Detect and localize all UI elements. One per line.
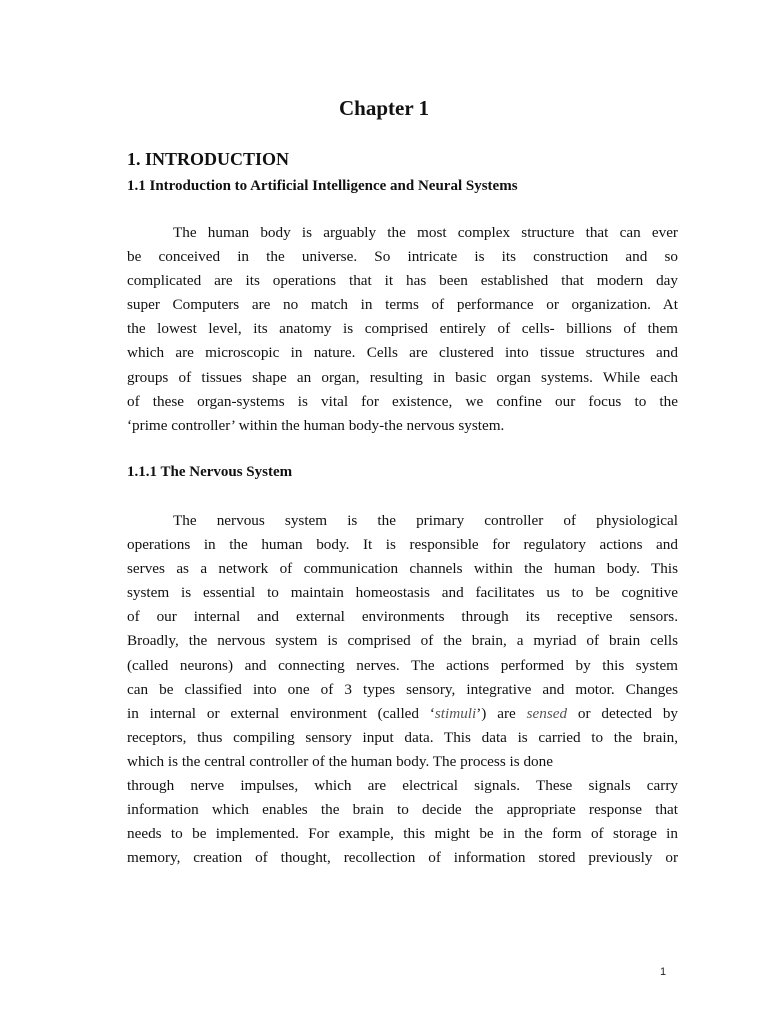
paragraph-nervous-system <box>127 509 678 870</box>
paragraph-line: which is the central controller of the human body. The process is done <box>127 752 553 770</box>
text-segment: or detected by <box>567 704 679 722</box>
paragraph-line: The nervous system is the primary controller of physiological <box>173 512 678 529</box>
paragraph-line: of our internal and external environments through its receptive sensors. <box>127 608 678 626</box>
paragraph-line: memory, creation of thought, recollection of information stored previously or <box>127 849 678 867</box>
text-segment: in internal or external environment (called ‘ <box>127 704 435 722</box>
paragraph-line: complicated are its operations that it has been established that modern day <box>127 272 678 290</box>
paragraph-line: needs to be implemented. For example, this might be in the form of storage in <box>127 825 678 843</box>
stimuli-term: stimuli <box>434 704 477 722</box>
paragraph-line: of these organ-systems is vital for existence, we confine our focus to the <box>127 392 678 410</box>
paragraph-line: The human body is arguably the most complex structure that can ever <box>173 224 678 241</box>
paragraph-line: receptors, thus compiling sensory input data. This data is carried to the brain, <box>127 728 678 746</box>
paragraph-line: through nerve impulses, which are electrical signals. These signals carry <box>127 777 678 795</box>
paragraph-line: be conceived in the universe. So intricate is its construction and so <box>127 248 678 266</box>
subsubsection-heading: 1.1.1 The Nervous System <box>127 464 293 480</box>
paragraph-line: operations in the human body. It is responsible for regulatory actions and <box>127 536 678 554</box>
paragraph-line: ‘prime controller’ within the human body-the nervous system. <box>127 416 505 434</box>
chapter-title: Chapter 1 <box>338 96 430 120</box>
paragraph-line: information which enables the brain to decide the appropriate response that <box>127 801 678 819</box>
paragraph-line: Broadly, the nervous system is comprised of the brain, a myriad of brain cells <box>127 632 678 650</box>
paragraph-line: serves as a network of communication channels within the human body. This <box>127 560 678 578</box>
paragraph-line-stimuli <box>127 702 678 726</box>
sensed-term: sensed <box>526 704 568 722</box>
paragraph-line: the lowest level, its anatomy is comprised entirely of cells- billions of them <box>127 320 678 338</box>
paragraph-line: can be classified into one of 3 types sensory, integrative and motor. Changes <box>127 680 678 698</box>
paragraph-line: system is essential to maintain homeostasis and facilitates us to be cognitive <box>127 584 678 602</box>
paragraph-line: super Computers are no match in terms of performance or organization. At <box>127 296 678 314</box>
paragraph-human-body <box>127 221 678 438</box>
text-segment: ’) are <box>476 704 527 722</box>
subsection-heading: 1.1 Introduction to Artificial Intelligence and Neural Systems <box>127 178 518 194</box>
section-heading: 1. INTRODUCTION <box>127 149 290 169</box>
paragraph-line: groups of tissues shape an organ, resulting in basic organ systems. While each <box>127 368 678 386</box>
page-number: 1 <box>660 966 667 978</box>
paragraph-line: which are microscopic in nature. Cells are clustered into tissue structures and <box>127 344 678 362</box>
paragraph-line: (called neurons) and connecting nerves. The actions performed by this system <box>127 656 678 674</box>
